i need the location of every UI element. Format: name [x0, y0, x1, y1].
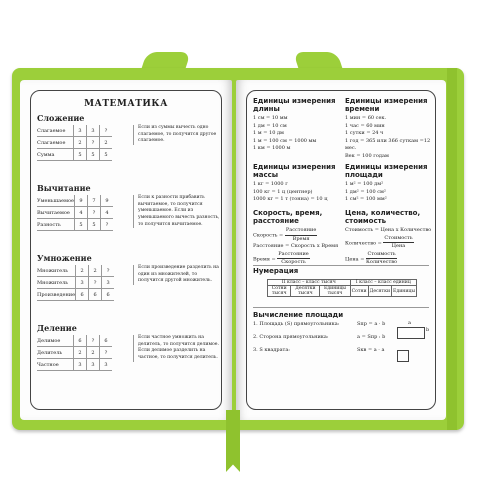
cell: 6 [102, 289, 115, 301]
row-label: Слагаемое [37, 137, 74, 149]
column-label: Десятки тысяч [291, 286, 320, 297]
formula: Стоимость = Цена х Количество [345, 227, 432, 234]
addition-table [37, 125, 112, 161]
numerator: Расстояние [277, 251, 310, 260]
cell: 9 [74, 195, 87, 207]
formula-left: Скорость = [253, 232, 284, 239]
denominator: Время [292, 235, 310, 242]
cell: 6 [74, 335, 87, 347]
table-row [37, 289, 114, 301]
cell: ? [100, 347, 113, 359]
denominator: Скорость [281, 259, 306, 266]
table-row [37, 149, 112, 161]
formula-left: Количество = [345, 240, 382, 247]
row-label: Вычитаемое [37, 207, 74, 219]
section-heading: Единицы измерения длины [253, 97, 336, 114]
page-title: МАТЕМАТИКА [84, 99, 168, 109]
cell: 4 [100, 207, 113, 219]
numeration [253, 267, 433, 277]
formula: a = Sпр : b [357, 334, 386, 341]
class-header: II класс – класс тысяч [268, 280, 351, 286]
text-line: 1 см = 10 мм [253, 115, 288, 122]
rectangle-diagram [397, 327, 425, 339]
right-page-frame [246, 90, 436, 410]
rule-note: Если к разности прибавить вычитаемое, то получится уменьшаемое. Если из уменьшаемого вычесть разность, то получится вычитаемое. [133, 195, 222, 228]
divider [253, 265, 429, 266]
cell: ? [100, 219, 113, 231]
table-row [268, 286, 417, 297]
rule-note: Если произведение разделить на один из множителей, то получится другой множитель. [133, 265, 222, 285]
text-line: 1 км = 1000 м [253, 145, 291, 152]
text-line: 1 мин = 60 сек. [345, 115, 387, 122]
column-label: Сотни [350, 286, 368, 297]
cell: 3 [87, 125, 100, 137]
section-heading: Вычисление площади [253, 311, 344, 319]
table-row [37, 195, 113, 207]
mass-units [253, 163, 341, 204]
table-row [37, 277, 114, 289]
square-diagram [397, 350, 409, 362]
cell: 6 [89, 289, 102, 301]
multiplication-table [37, 265, 114, 301]
section-heading: Нумерация [253, 267, 299, 275]
section-heading: Деление [37, 323, 77, 333]
cell: ? [102, 265, 115, 277]
cell: 2 [76, 265, 89, 277]
section-heading: Вычитание [37, 183, 91, 193]
text-line: 100 кг = 1 ц (центнер) [253, 188, 313, 195]
bookmark-ribbon [226, 410, 240, 472]
cell: 3 [74, 359, 87, 371]
text-line: Век = 100 годам [345, 152, 389, 159]
section-multiplication [37, 253, 217, 301]
section-division [37, 323, 217, 371]
text-line: 1 сутки = 24 ч [345, 130, 384, 137]
table-row [37, 207, 113, 219]
row-label: Разность [37, 219, 74, 231]
cell: 5 [74, 149, 87, 161]
cell: 5 [100, 149, 113, 161]
formula-label: 1. Площадь (S) прямоугольника: [253, 321, 340, 328]
cell: 5 [74, 219, 87, 231]
denominator: Цена [391, 243, 406, 250]
cell: ? [100, 125, 113, 137]
table-row [37, 335, 112, 347]
cell: ? [87, 335, 100, 347]
denominator: Количество [366, 259, 398, 266]
formula-label: 3. S квадрата: [253, 347, 290, 354]
text-line: 1 год = 365 или 366 суткам =12 мес. [345, 137, 431, 152]
formula: Sкв = a · a [357, 347, 385, 354]
row-label: Делимое [37, 335, 74, 347]
price-formulas [345, 209, 433, 267]
section-heading: Сложение [37, 113, 85, 123]
table-row [37, 125, 112, 137]
numeration-table [267, 279, 417, 297]
numerator: Стоимость [383, 235, 413, 244]
division-table [37, 335, 112, 371]
section-heading: Единицы измерения площади [345, 163, 428, 180]
subtraction-table [37, 195, 113, 231]
cell: ? [87, 137, 100, 149]
rule-note: Если из суммы вычесть одно слагаемое, то получится другое слагаемое. [133, 125, 222, 145]
table-row [37, 219, 113, 231]
column-label: Единицы [392, 286, 417, 297]
formula [345, 235, 433, 251]
table-row [37, 265, 114, 277]
row-label: Делитель [37, 347, 74, 359]
formula [253, 227, 341, 243]
text-line: 1 см² = 100 мм² [345, 196, 387, 203]
section-heading: Единицы измерения массы [253, 163, 336, 180]
cell: 3 [74, 125, 87, 137]
cell: 4 [74, 207, 87, 219]
section-heading: Умножение [37, 253, 92, 263]
length-units [253, 97, 341, 153]
area-units [345, 163, 433, 204]
cell: 6 [100, 335, 113, 347]
text-line: 1 м² = 100 дм² [345, 181, 384, 188]
elastic-strap [447, 68, 457, 430]
section-heading: Единицы измерения времени [345, 97, 428, 114]
left-page [20, 80, 232, 420]
numerator: Стоимость [366, 251, 397, 260]
cell: 2 [87, 347, 100, 359]
cell: 9 [100, 195, 113, 207]
numerator: Расстояние [285, 227, 318, 236]
speed-formulas [253, 209, 341, 267]
formula: Sпр = a · b [357, 321, 386, 328]
text-line: 1 дм² = 100 см² [345, 188, 386, 195]
cell: 3 [102, 277, 115, 289]
row-label: Произведение [37, 289, 76, 301]
column-label: Сотни тысяч [268, 286, 291, 297]
side-label: a [408, 320, 411, 326]
section-addition [37, 113, 217, 161]
formula-row [253, 347, 437, 360]
formula-label: 2. Сторона прямоугольника: [253, 334, 329, 341]
column-label: Десятки [368, 286, 391, 297]
cell: 3 [100, 359, 113, 371]
left-page-frame [30, 90, 222, 410]
formula: Расстояние = Скорость х Время [253, 243, 339, 250]
cell: 5 [87, 149, 100, 161]
fraction [383, 235, 413, 251]
text-line: 1 час = 60 мин [345, 122, 385, 129]
section-subtraction [37, 183, 220, 231]
cell: 3 [76, 277, 89, 289]
table-row [37, 137, 112, 149]
row-label: Сумма [37, 149, 74, 161]
fraction [285, 227, 318, 243]
right-page [236, 80, 446, 420]
cell: 2 [100, 137, 113, 149]
section-heading: Скорость, время, расстояние [253, 209, 323, 226]
time-units [345, 97, 433, 160]
cell: ? [89, 277, 102, 289]
row-label: Частное [37, 359, 74, 371]
cell: ? [87, 207, 100, 219]
rule-note: Если частное умножить на делитель, то получится делимое. Если делимое разделить на частное, то получится делитель. [133, 335, 222, 362]
text-line: 1 м = 10 дм [253, 130, 284, 137]
cell: 2 [89, 265, 102, 277]
column-label: Единицы тысяч [320, 286, 350, 297]
row-label: Множитель [37, 265, 76, 277]
cell: 5 [87, 219, 100, 231]
table-row [37, 359, 112, 371]
cell: 2 [74, 137, 87, 149]
text-line: 1 кг = 1000 г [253, 181, 288, 188]
cell: 3 [87, 359, 100, 371]
cell: 7 [87, 195, 100, 207]
table-row [37, 347, 112, 359]
cell: 2 [74, 347, 87, 359]
section-heading: Цена, количество, стоимость [345, 209, 421, 226]
text-line: 1000 кг = 1 т (тонна) = 10 ц [253, 196, 328, 203]
side-label: b [426, 327, 430, 333]
text-line: 1 м = 100 см = 1000 мм [253, 137, 317, 144]
text-line: 1 дм = 10 см [253, 122, 287, 129]
cell: 6 [76, 289, 89, 301]
divider [253, 307, 429, 308]
row-label: Слагаемое [37, 125, 74, 137]
row-label: Уменьшаемое [37, 195, 74, 207]
formula-left: Время = [253, 256, 276, 263]
formula-left: Цена = [345, 256, 365, 263]
row-label: Множитель [37, 277, 76, 289]
class-header: I класс – класс единиц [350, 280, 416, 286]
